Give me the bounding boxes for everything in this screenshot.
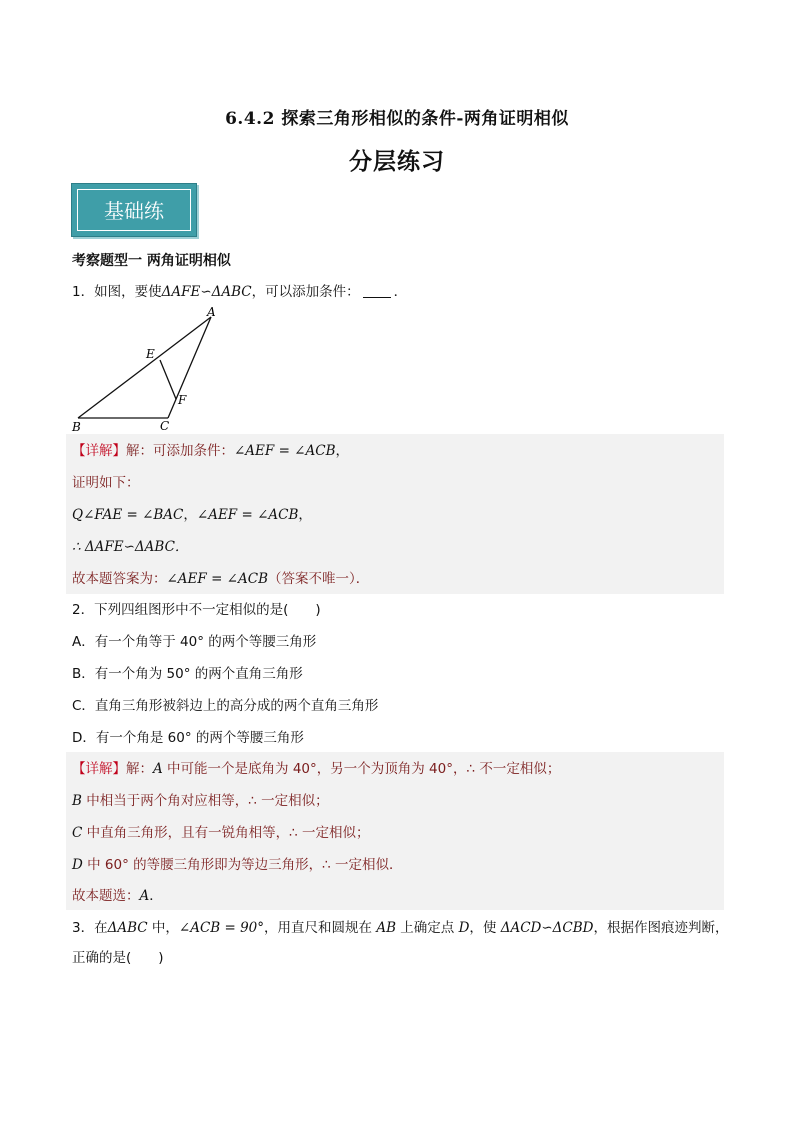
solution-1-line-2: 证明如下： bbox=[72, 475, 140, 491]
question-2-stem: 2．下列四组图形中不一定相似的是( ) bbox=[72, 602, 321, 618]
question-1-stem: 1．如图，要使ΔAFE∽ΔABC，可以添加条件： ． bbox=[72, 284, 408, 300]
question-2-option-a: A．有一个角等于 40° 的两个等腰三角形 bbox=[72, 634, 317, 650]
segment-ab bbox=[78, 317, 211, 418]
point-e-label: E bbox=[146, 347, 155, 361]
solution-2-line-3: C 中直角三角形，且有一锐角相等，∴ 一定相似； bbox=[72, 825, 370, 841]
question-2-option-c: C．直角三角形被斜边上的高分成的两个直角三角形 bbox=[72, 698, 379, 714]
question-2-option-d: D．有一个角是 60° 的两个等腰三角形 bbox=[72, 730, 304, 746]
segment-ef bbox=[160, 360, 176, 399]
answer-blank bbox=[363, 283, 391, 298]
document-subtitle: 分层练习 bbox=[349, 149, 445, 175]
solution-2-line-4: D 中 60° 的等腰三角形即为等边三角形，∴ 一定相似． bbox=[72, 857, 403, 873]
segment-ac bbox=[168, 317, 211, 418]
point-b-label: B bbox=[72, 420, 81, 433]
badge-label: 基础练 bbox=[77, 189, 191, 231]
solution-2-line-1: 【详解】解：A 中可能一个是底角为 40°，另一个为顶角为 40°，∴ 不一定相似； bbox=[72, 761, 561, 777]
basic-practice-badge bbox=[71, 183, 197, 237]
solution-1-line-4: ∴ ΔAFE∽ΔABC． bbox=[72, 539, 189, 555]
triangle-figure bbox=[66, 303, 226, 433]
section-heading: 考察题型一 两角证明相似 bbox=[72, 253, 231, 269]
point-f-label: F bbox=[178, 393, 187, 407]
document-title: 6.4.2 探索三角形相似的条件-两角证明相似 bbox=[225, 109, 569, 129]
solution-1-line-3: Q∠FAE = ∠BAC，∠AEF = ∠ACB， bbox=[72, 507, 312, 523]
solution-2-line-2: B 中相当于两个角对应相等，∴ 一定相似； bbox=[72, 793, 329, 809]
question-3-stem-line-2: 正确的是( ) bbox=[72, 950, 164, 966]
solution-1-line-1: 【详解】解：可添加条件：∠AEF = ∠ACB， bbox=[72, 443, 349, 459]
question-3-stem-line-1: 3．在ΔABC 中，∠ACB = 90°，用直尺和圆规在 AB 上确定点 D，使 ΔACD∽ΔCBD，根据作图痕迹判断， bbox=[72, 920, 729, 936]
solution-2-line-5: 故本题选：A． bbox=[72, 888, 163, 904]
point-c-label: C bbox=[160, 419, 170, 433]
question-2-option-b: B．有一个角为 50° 的两个直角三角形 bbox=[72, 666, 303, 682]
solution-1-line-5: 故本题答案为：∠AEF = ∠ACB（答案不唯一）． bbox=[72, 571, 370, 587]
point-a-label: A bbox=[207, 305, 216, 319]
